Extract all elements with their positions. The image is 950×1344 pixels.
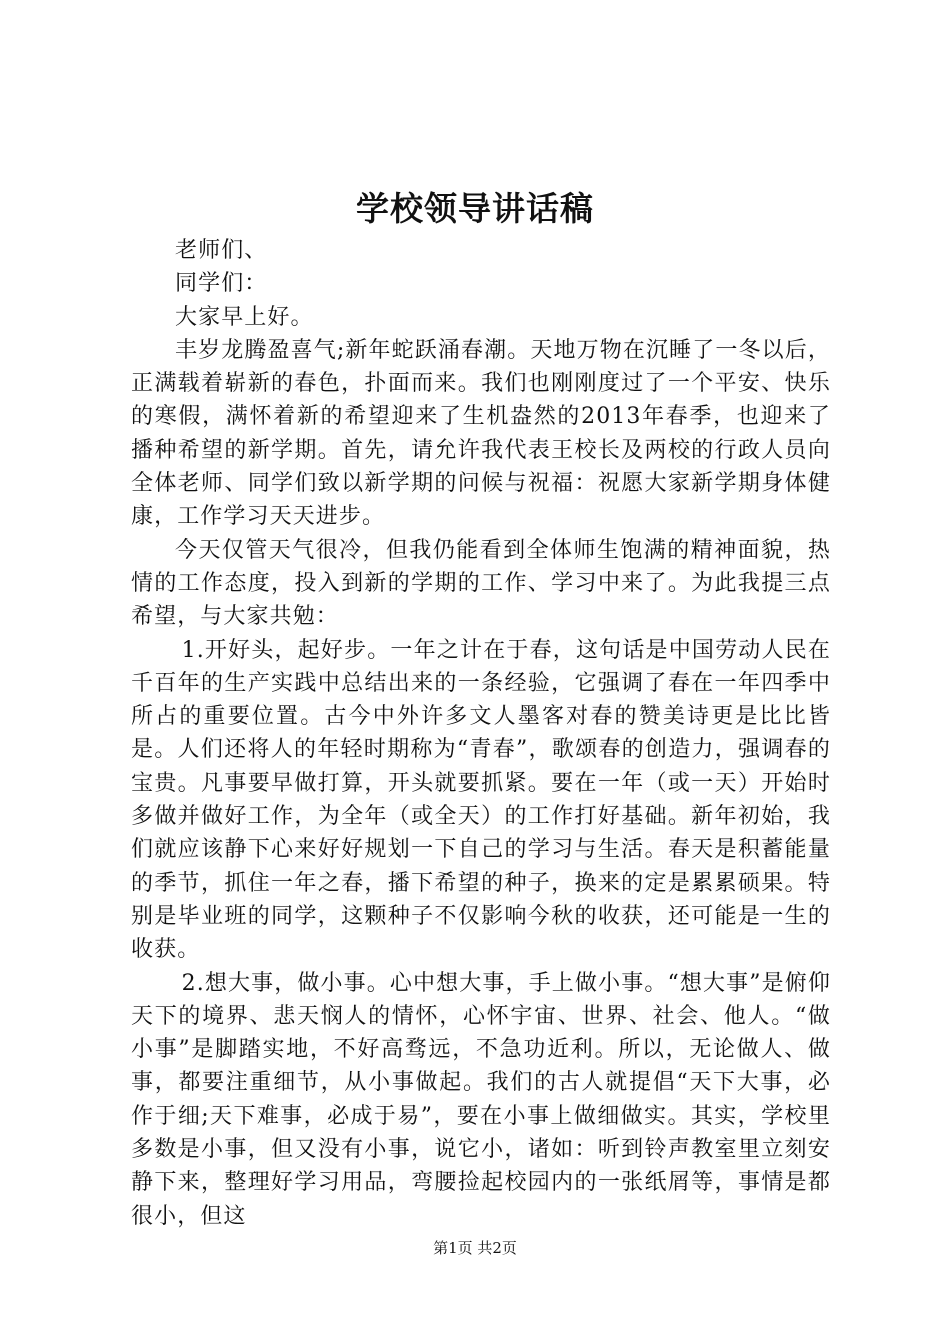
paragraph-intro: 丰岁龙腾盈喜气;新年蛇跃涌春潮。天地万物在沉睡了一冬以后，正满载着崭新的春色，扑面而来。我们也刚刚度过了一个平安、快乐的寒假，满怀着新的希望迎来了生机盎然的2013年春季，也迎来了播种希望的新学期。首先，请允许我代表王校长及两校的行政人员向全体老师、同学们致以新学期的问候与祝福：祝愿大家新学期身体健康，工作学习天天进步。 xyxy=(131,337,831,530)
paragraph-point-1: 1.开好头，起好步。一年之计在于春，这句话是中国劳动人民在千百年的生产实践中总结出来的一条经验，它强调了春在一年四季中所占的重要位置。古今中外许多文人墨客对春的赞美诗更是比比皆是。人们还将人的年轻时期称为“青春”，歌颂春的创造力，强调春的宝贵。凡事要早做打算，开头就要抓紧。要在一年（或一天）开始时多做并做好工作，为全年（或全天）的工作打好基础。新年初始，我们就应该静下心来好好规划一下自己的学习与生活。春天是积蓄能量的季节，抓住一年之春，播下希望的种子，换来的定是累累硕果。特别是毕业班的同学，这颗种子不仅影响今秋的收获，还可能是一生的收获。 xyxy=(131,637,831,963)
document-body xyxy=(131,234,831,1233)
greeting: 大家早上好。 xyxy=(175,304,314,330)
paragraph-hopes: 今天仅管天气很冷，但我仍能看到全体师生饱满的精神面貌，热情的工作态度，投入到新的学期的工作、学习中来了。为此我提三点希望，与大家共勉： xyxy=(131,537,831,630)
page-footer: 第1页 共2页 xyxy=(433,1239,517,1257)
salutation-teachers: 老师们、 xyxy=(175,238,268,263)
document-title: 学校领导讲话稿 xyxy=(356,189,594,228)
paragraph-point-2: 2.想大事，做小事。心中想大事，手上做小事。“想大事”是俯仰天下的境界、悲天悯人的情怀，心怀宇宙、世界、社会、他人。“做小事”是脚踏实地，不好高骛远，不急功近利。所以，无论做人、做事，都要注重细节，从小事做起。我们的古人就提倡“天下大事，必作于细;天下难事，必成于易”，要在小事上做细做实。其实，学校里多数是小事，但又没有小事，说它小，诸如：听到铃声教室里立刻安静下来，整理好学习用品，弯腰捡起校园内的一张纸屑等，事情是都很小，但这 xyxy=(131,970,831,1229)
salutation-students: 同学们： xyxy=(175,271,268,297)
